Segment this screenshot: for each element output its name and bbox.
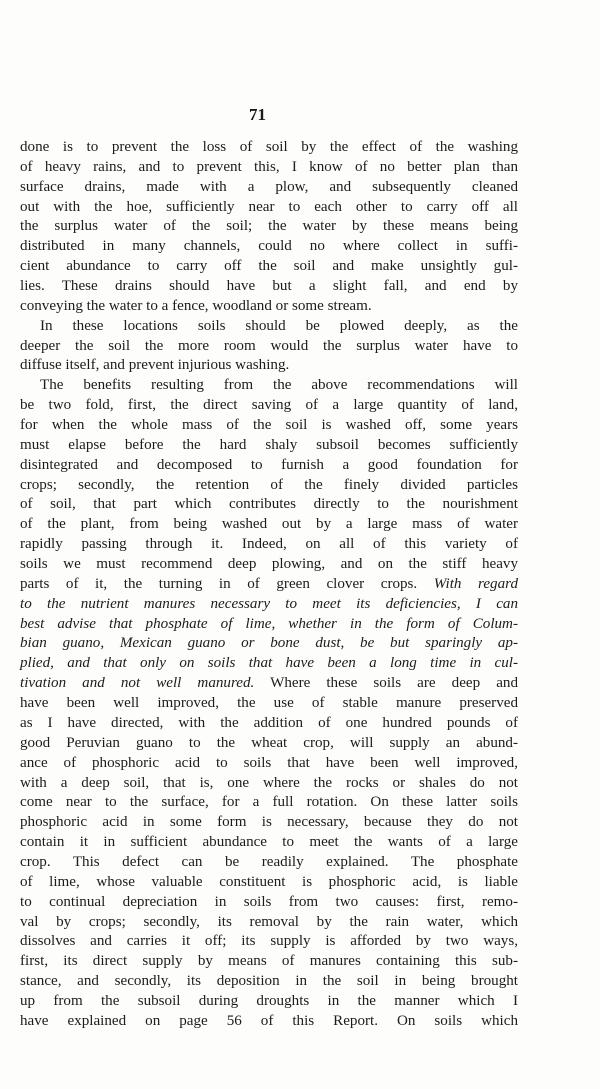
text-run: first, its direct supply by means of manures containing this sub- [20,953,518,970]
text-line [20,277,518,297]
text-run: for when the whole mass of the soil is washed off, some years [20,417,518,434]
body-text [20,138,518,1032]
text-run: surface drains, made with a plow, and subsequently cleaned [20,178,518,195]
text-run: parts of it, the turning in of green clover crops. [20,575,418,592]
text-line [20,515,518,535]
text-line [20,436,518,456]
text-run: diffuse itself, and prevent injurious washing. [20,357,290,374]
text-line [20,198,518,218]
text-run: conveying the water to a fence, woodland or some stream. [20,297,372,314]
text-run: out with the hoe, sufficiently near to each other to carry off all [20,198,518,215]
italic-run: bian guano, Mexican guano or bone dust, be but sparingly ap- [20,635,518,652]
text-line [20,416,518,436]
italic-run: to the nutrient manures necessary to meet its deficiencies, I can [20,595,518,612]
text-line [20,913,518,933]
text-line [20,138,518,158]
text-line [20,774,518,794]
text-run: disintegrated and decomposed to furnish a good foundation for [20,456,518,473]
text-line [20,476,518,496]
text-line [20,793,518,813]
text-line [20,158,518,178]
text-run: done is to prevent the loss of soil by the effect of the washing [20,139,518,155]
text-line [20,952,518,972]
text-line [20,833,518,853]
text-line [20,376,518,396]
text-run: up from the subsoil during droughts in the manner which I [20,992,518,1009]
text-line [20,535,518,555]
text-run: of the plant, from being washed out by a large mass of water [20,516,518,533]
text-line [20,456,518,476]
italic-run: With regard [433,575,519,592]
text-run: crops; secondly, the retention of the finely divided particles [20,476,518,493]
text-run: be two fold, first, the direct saving of a large quantity of land, [20,397,518,414]
text-run: to continual depreciation in soils from two causes: first, remo- [20,893,518,910]
text-run: distributed in many channels, could no where collect in suffi- [20,238,518,255]
text-run: stance, and secondly, its deposition in the soil in being brought [20,973,518,990]
text-line [20,615,518,635]
text-line [20,495,518,515]
text-run: soils we must recommend deep plowing, and on the stiff heavy [20,556,518,573]
text-run: dissolves and carries it off; its supply is afforded by two ways, [20,933,518,950]
text-line [20,754,518,774]
text-run: with a deep soil, that is, one where the rocks or shales do not [20,774,518,791]
text-run: of heavy rains, and to prevent this, I know of no better plan than [20,158,518,175]
text-run: cient abundance to carry off the soil and make unsightly gul- [20,258,518,275]
text-line [20,992,518,1012]
text-run: of soil, that part which contributes directly to the nourishment [20,496,518,513]
text-run: of lime, whose valuable constituent is phosphoric acid, is liable [20,873,518,890]
text-run: lies. These drains should have but a slight fall, and end by [20,278,518,295]
text-line [20,694,518,714]
text-line [20,317,518,337]
text-line [20,873,518,893]
text-run: rapidly passing through it. Indeed, on all of this variety of [20,536,518,553]
text-run: come near to the surface, for a full rotation. On these latter soils [20,794,518,811]
text-line [20,356,518,376]
text-line [20,932,518,952]
text-line [20,734,518,754]
text-run: The benefits resulting from the above recommendations will [40,377,518,394]
text-line [20,337,518,357]
text-line [20,972,518,992]
text-line [20,575,518,595]
text-line [20,595,518,615]
text-run: crop. This defect can be readily explained. The phosphate [20,853,518,870]
text-line [20,813,518,833]
text-line [20,853,518,873]
text-line [20,714,518,734]
text-line [20,634,518,654]
text-run: have been well improved, the use of stable manure preserved [20,695,518,712]
text-line [20,217,518,237]
text-line [20,674,518,694]
text-line [20,396,518,416]
text-run: good Peruvian guano to the wheat crop, will supply an abund- [20,734,518,751]
text-run: must elapse before the hard shaly subsoil becomes sufficiently [20,436,518,453]
text-run: have explained on page 56 of this Report. On soils which [20,1012,518,1029]
text-run: contain it in sufficient abundance to meet the wants of a large [20,834,518,851]
page-number: 71 [249,105,266,124]
text-run: ance of phosphoric acid to soils that have been well improved, [20,754,518,771]
text-run: In these locations soils should be plowed deeply, as the [40,317,518,334]
italic-run: plied, and that only on soils that have been a long time in cul- [20,655,518,672]
text-line [20,257,518,277]
text-line [20,893,518,913]
text-line [20,1012,518,1032]
text-line [20,297,518,317]
text-line [20,555,518,575]
text-run: the surplus water of the soil; the water by these means being [20,218,518,235]
text-run: as I have directed, with the addition of one hundred pounds of [20,714,518,731]
text-line [20,178,518,198]
text-run: Where these soils are deep and [270,675,518,692]
text-line [20,654,518,674]
italic-run: best advise that phosphate of lime, whether in the form of Colum- [20,615,518,632]
text-run: val by crops; secondly, its removal by the rain water, which [20,913,518,930]
text-line [20,237,518,257]
text-run: phosphoric acid in some form is necessary, because they do not [20,814,518,831]
italic-run: tivation and not well manured. [20,675,255,692]
text-run: deeper the soil the more room would the surplus water have to [20,337,518,354]
